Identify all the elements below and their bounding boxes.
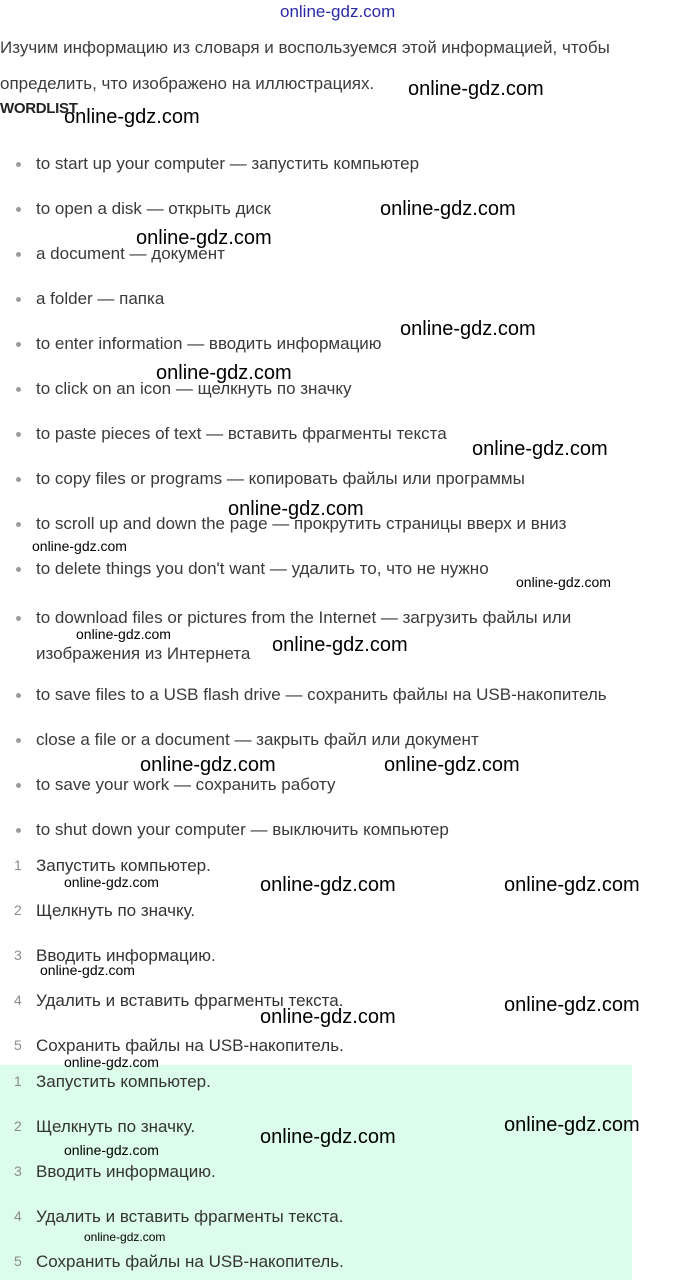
watermark: online-gdz.com bbox=[400, 318, 536, 340]
watermark-top: online-gdz.com bbox=[280, 2, 396, 21]
answer-item bbox=[0, 1158, 620, 1185]
list-item-text: to save files to a USB flash drive — сохранить файлы на USB-накопитель bbox=[36, 685, 607, 704]
bullet-icon bbox=[16, 522, 21, 527]
bullet-icon bbox=[16, 738, 21, 743]
watermark: online-gdz.com bbox=[472, 438, 608, 460]
list-item-text: to enter information — вводить информацию bbox=[36, 334, 382, 353]
watermark: online-gdz.com bbox=[64, 1054, 159, 1070]
watermark: online-gdz.com bbox=[504, 874, 640, 896]
watermark: online-gdz.com bbox=[156, 362, 292, 384]
list-item-text: to start up your computer — запустить компьютер bbox=[36, 154, 420, 173]
item-number: 1 bbox=[14, 857, 22, 873]
watermark: online-gdz.com bbox=[32, 538, 127, 554]
list-item bbox=[0, 285, 660, 312]
list-item bbox=[0, 375, 660, 402]
watermark: online-gdz.com bbox=[516, 574, 611, 590]
answer-item-text: Сохранить файлы на USB-накопитель. bbox=[36, 1252, 344, 1271]
bullet-icon bbox=[16, 567, 21, 572]
answer-item-text: Запустить компьютер. bbox=[36, 1072, 211, 1091]
intro-text: Изучим информацию из словаря и воспользуемся этой информацией, чтобы определить, что изображено на иллюстрациях. bbox=[0, 38, 610, 93]
watermark: online-gdz.com bbox=[64, 1142, 159, 1158]
watermark: online-gdz.com bbox=[380, 198, 516, 220]
wordlist-heading: WORDLIST bbox=[0, 100, 78, 117]
watermark: online-gdz.com bbox=[64, 106, 200, 128]
item-number: 4 bbox=[14, 992, 22, 1008]
item-number: 4 bbox=[14, 1208, 22, 1224]
list-item bbox=[0, 771, 660, 798]
bullet-icon bbox=[16, 297, 21, 302]
list-item bbox=[0, 150, 660, 177]
bullet-icon bbox=[16, 432, 21, 437]
task-item-text: Удалить и вставить фрагменты текста. bbox=[36, 991, 344, 1010]
bullet-icon bbox=[16, 342, 21, 347]
answer-item bbox=[0, 1203, 620, 1230]
task-item bbox=[0, 897, 620, 924]
item-number: 5 bbox=[14, 1253, 22, 1269]
task-item-text: Вводить информацию. bbox=[36, 946, 216, 965]
list-item-text: to save your work — сохранить работу bbox=[36, 775, 336, 794]
item-number: 3 bbox=[14, 1163, 22, 1179]
answer-item-text: Вводить информацию. bbox=[36, 1162, 216, 1181]
answer-item bbox=[0, 1248, 620, 1275]
list-item-text: to shut down your computer — выключить компьютер bbox=[36, 820, 449, 839]
task-item-text: Щелкнуть по значку. bbox=[36, 901, 196, 920]
bullet-icon bbox=[16, 162, 21, 167]
bullet-icon bbox=[16, 252, 21, 257]
watermark: online-gdz.com bbox=[260, 1126, 396, 1148]
list-item-text: to scroll up and down the page — прокрутить страницы вверх и вниз bbox=[36, 514, 567, 533]
answer-item bbox=[0, 1068, 620, 1095]
list-item bbox=[0, 195, 660, 222]
list-item-text: to copy files or programs — копировать файлы или программы bbox=[36, 469, 525, 488]
watermark: online-gdz.com bbox=[64, 874, 159, 890]
watermark: online-gdz.com bbox=[84, 1230, 166, 1244]
item-number: 2 bbox=[14, 902, 22, 918]
answer-item-text: Удалить и вставить фрагменты текста. bbox=[36, 1207, 344, 1226]
list-item-text: to delete things you don't want — удалить то, что не нужно bbox=[36, 559, 489, 578]
bullet-icon bbox=[16, 693, 21, 698]
bullet-icon bbox=[16, 616, 21, 621]
list-item-text: close a file or a document — закрыть файл или документ bbox=[36, 730, 479, 749]
bullet-icon bbox=[16, 477, 21, 482]
bullet-icon bbox=[16, 387, 21, 392]
watermark: online-gdz.com bbox=[40, 962, 135, 978]
watermark: online-gdz.com bbox=[228, 498, 364, 520]
item-number: 3 bbox=[14, 947, 22, 963]
list-item bbox=[0, 681, 660, 708]
item-number: 2 bbox=[14, 1118, 22, 1134]
bullet-icon bbox=[16, 207, 21, 212]
list-item-text: a document — документ bbox=[36, 244, 225, 263]
watermark: online-gdz.com bbox=[504, 1114, 640, 1136]
watermark: online-gdz.com bbox=[260, 874, 396, 896]
task-item-text: Сохранить файлы на USB-накопитель. bbox=[36, 1036, 344, 1055]
watermark: online-gdz.com bbox=[136, 227, 272, 249]
item-number: 5 bbox=[14, 1037, 22, 1053]
list-item bbox=[0, 330, 660, 357]
list-item bbox=[0, 240, 660, 267]
list-item bbox=[0, 726, 660, 753]
watermark: online-gdz.com bbox=[260, 1006, 396, 1028]
bullet-icon bbox=[16, 783, 21, 788]
list-item-text: to paste pieces of text — вставить фрагменты текста bbox=[36, 424, 447, 443]
watermark: online-gdz.com bbox=[504, 994, 640, 1016]
item-number: 1 bbox=[14, 1073, 22, 1089]
list-item-text: to open a disk — открыть диск bbox=[36, 199, 271, 218]
list-item-text: to click on an icon — щелкнуть по значку bbox=[36, 379, 352, 398]
watermark: online-gdz.com bbox=[272, 634, 408, 656]
answer-item-text: Щелкнуть по значку. bbox=[36, 1117, 196, 1136]
watermark: online-gdz.com bbox=[384, 754, 520, 776]
list-item bbox=[0, 465, 660, 492]
watermark: online-gdz.com bbox=[408, 78, 544, 100]
list-item-text: a folder — папка bbox=[36, 289, 165, 308]
list-item-text: to download files or pictures from the Internet — загрузить файлы или изображения из Интернета bbox=[36, 608, 572, 663]
watermark: online-gdz.com bbox=[140, 754, 276, 776]
task-item-text: Запустить компьютер. bbox=[36, 856, 211, 875]
list-item bbox=[0, 816, 660, 843]
watermark: online-gdz.com bbox=[76, 626, 171, 642]
bullet-icon bbox=[16, 828, 21, 833]
